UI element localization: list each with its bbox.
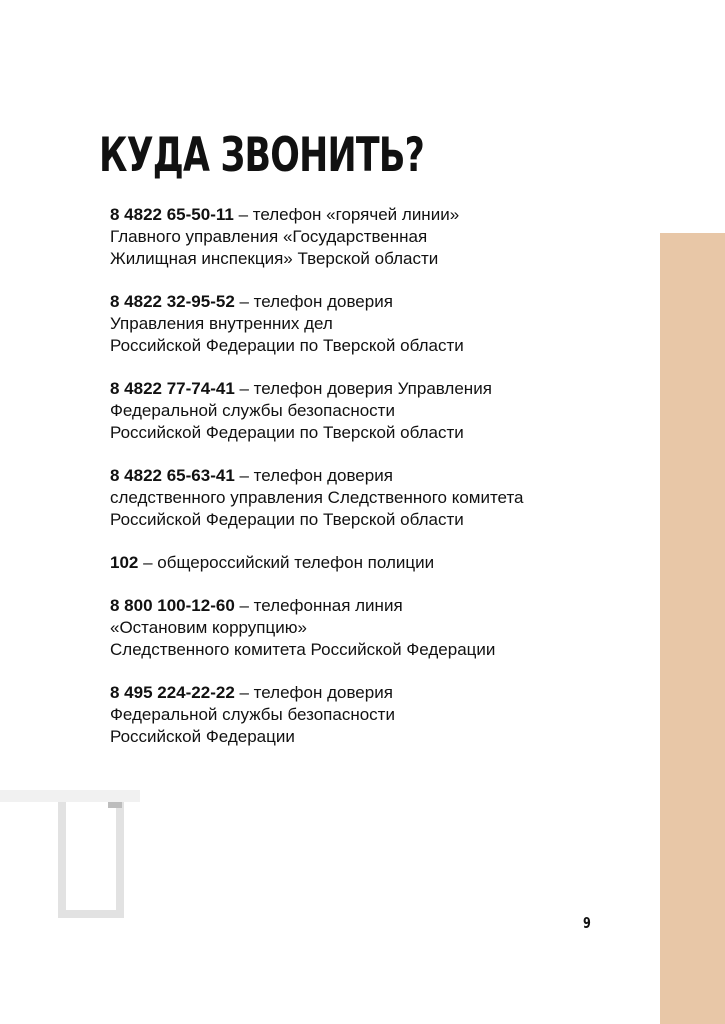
contact-first-line	[110, 595, 650, 617]
contact-first-line	[110, 204, 650, 226]
contact-line: Управления внутренних дел	[110, 314, 333, 333]
contact-line: Российской Федерации по Тверской области	[110, 510, 464, 529]
contact-item-housing-inspection	[110, 204, 650, 270]
contact-line: следственного управления Следственного комитета	[110, 488, 524, 507]
contact-description: – телефон доверия	[234, 466, 393, 485]
contact-description: – телефон «горячей линии»	[233, 205, 460, 224]
contact-description: – телефон доверия	[234, 683, 393, 702]
contact-description: – телефон доверия	[234, 292, 393, 311]
decorative-mark	[108, 802, 122, 808]
page-title: КУДА ЗВОНИТЬ?	[99, 128, 425, 183]
contact-first-line	[110, 552, 650, 574]
contact-description: – телефон доверия Управления	[234, 379, 492, 398]
contact-line: Российской Федерации по Тверской области	[110, 336, 464, 355]
contact-line: Российской Федерации по Тверской области	[110, 423, 464, 442]
decorative-u-shape	[58, 802, 124, 918]
decorative-bracket	[0, 790, 140, 915]
phone-number[interactable]: 8 4822 65-63-41	[110, 466, 235, 485]
contact-first-line	[110, 291, 650, 313]
phone-number[interactable]: 102	[110, 553, 139, 572]
phone-number[interactable]: 8 4822 65-50-11	[110, 205, 234, 224]
contact-description: – общероссийский телефон полиции	[138, 553, 435, 572]
contact-item-police	[110, 552, 650, 574]
page-number: 9	[583, 914, 591, 932]
contact-line: Федеральной службы безопасности	[110, 401, 395, 420]
contact-first-line	[110, 378, 650, 400]
contact-item-investigative-committee-tver	[110, 465, 650, 531]
contact-item-fsb-tver	[110, 378, 650, 444]
contact-line: Следственного комитета Российской Федерации	[110, 640, 496, 659]
contact-item-fsb-russia	[110, 682, 650, 748]
accent-side-band	[660, 233, 725, 1024]
contact-first-line	[110, 465, 650, 487]
contact-line: «Остановим коррупцию»	[110, 618, 307, 637]
contact-line: Жилищная инспекция» Тверской области	[110, 249, 439, 268]
contact-first-line	[110, 682, 650, 704]
contact-line: Федеральной службы безопасности	[110, 705, 395, 724]
phone-number[interactable]: 8 800 100-12-60	[110, 596, 235, 615]
phone-number[interactable]: 8 4822 32-95-52	[110, 292, 235, 311]
contact-list	[110, 204, 650, 769]
contact-item-internal-affairs	[110, 291, 650, 357]
contact-line: Главного управления «Государственная	[110, 227, 428, 246]
phone-number[interactable]: 8 4822 77-74-41	[110, 379, 235, 398]
phone-number[interactable]: 8 495 224-22-22	[110, 683, 235, 702]
contact-item-stop-corruption	[110, 595, 650, 661]
contact-line: Российской Федерации	[110, 727, 295, 746]
decorative-bar	[0, 790, 140, 802]
contact-description: – телефонная линия	[234, 596, 403, 615]
